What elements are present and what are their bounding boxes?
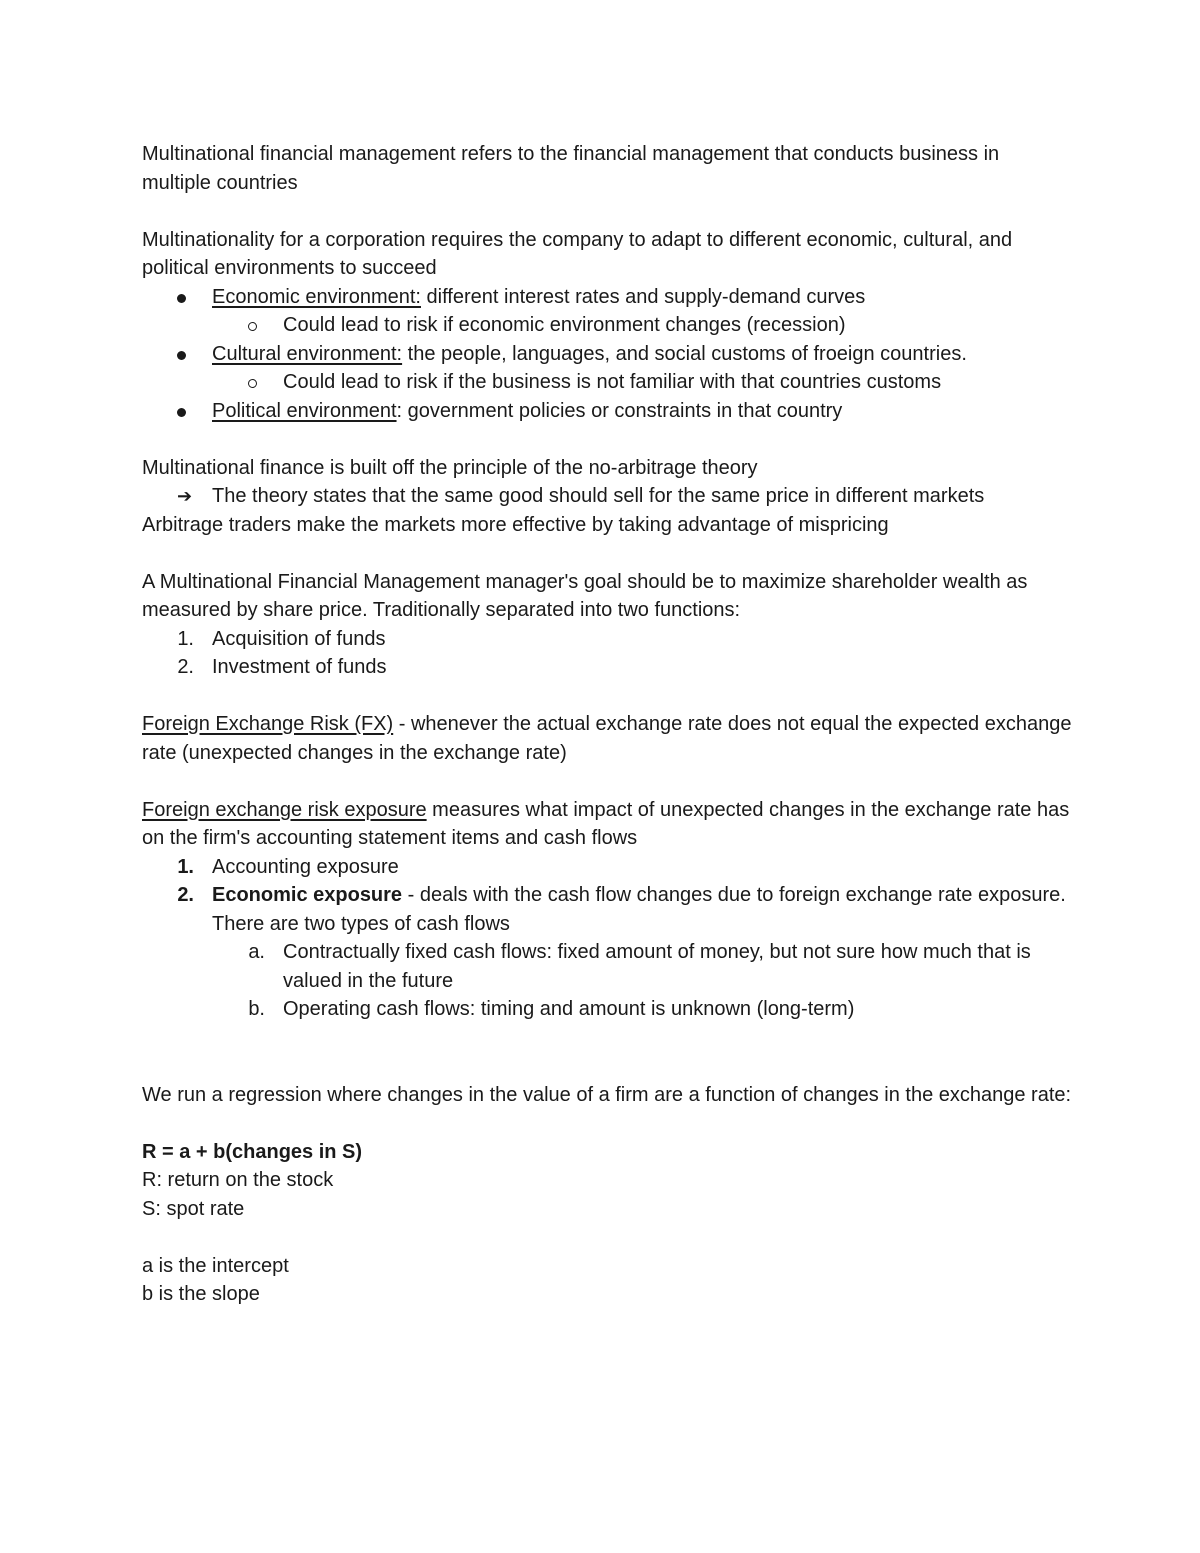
bullet-dot-icon bbox=[177, 294, 186, 303]
term-fx-exposure: Foreign exchange risk exposure bbox=[142, 798, 427, 821]
list-item-exposure-1: 1. Accounting exposure bbox=[177, 855, 399, 878]
definition-r: R: return on the stock bbox=[142, 1169, 334, 1191]
paragraph-goal: A Multinational Financial Management manager's goal should be to maximize shareholder wealth as measured by share price. Traditionally separated into two functions: bbox=[142, 570, 1028, 621]
list-item-function-1: 1. Acquisition of funds bbox=[177, 627, 386, 650]
arrow-right-icon: ➔ bbox=[177, 486, 193, 506]
list-item-function-2: 2. Investment of funds bbox=[177, 656, 387, 678]
definition-s: S: spot rate bbox=[142, 1197, 245, 1220]
bullet-circle-icon bbox=[248, 379, 257, 388]
term-political: Political environment bbox=[212, 399, 397, 422]
list-item-exposure-2: 2. Economic exposure - deals with the cash flow changes due to foreign exchange rate exposure. There are two types of cash flows bbox=[177, 884, 1066, 935]
formula: R = a + b(changes in S) bbox=[142, 1140, 363, 1163]
bullet-economic: Economic environment: different interest rates and supply-demand curves bbox=[142, 283, 1072, 312]
term-economic-exposure: Economic exposure bbox=[212, 884, 403, 906]
paragraph-fx-risk: Foreign Exchange Risk (FX) - whenever the actual exchange rate does not equal the expected exchange rate (unexpected changes in the exchange rate) bbox=[142, 713, 1072, 764]
paragraph-no-arbitrage: Multinational finance is built off the principle of the no-arbitrage theory bbox=[142, 456, 758, 479]
term-cultural: Cultural environment: bbox=[212, 342, 403, 365]
paragraph-regression: We run a regression where changes in the value of a firm are a function of changes in the exchange rate: bbox=[142, 1083, 1072, 1106]
paragraph-arbitrage-traders: Arbitrage traders make the markets more effective by taking advantage of mispricing bbox=[142, 513, 889, 536]
list-item-cashflow-b: b. Operating cash flows: timing and amount is unknown (long-term) bbox=[248, 998, 855, 1020]
list-item-cashflow-a: a. Contractually fixed cash flows: fixed amount of money, but not sure how much that is valued in the future bbox=[248, 941, 1031, 992]
sub-bullet-cultural: Could lead to risk if the business is not familiar with that countries customs bbox=[142, 368, 1072, 397]
paragraph-multinationality: Multinationality for a corporation requires the company to adapt to different economic, cultural, and political environments to succeed bbox=[142, 228, 1013, 279]
term-economic: Economic environment: bbox=[212, 285, 421, 308]
arrow-item: ➔ The theory states that the same good should sell for the same price in different markets bbox=[142, 482, 1072, 511]
definition-b: b is the slope bbox=[142, 1283, 260, 1305]
bullet-cultural: Cultural environment: the people, languages, and social customs of froeign countries. bbox=[142, 340, 1072, 369]
bullet-dot-icon bbox=[177, 351, 186, 360]
definition-a: a is the intercept bbox=[142, 1254, 289, 1277]
term-fx-risk: Foreign Exchange Risk (FX) bbox=[142, 713, 394, 735]
sub-bullet-economic: Could lead to risk if economic environment changes (recession) bbox=[142, 311, 1072, 340]
bullet-political: Political environment: government policies or constraints in that country bbox=[142, 397, 1072, 426]
document-page bbox=[142, 140, 1072, 1309]
bullet-circle-icon bbox=[248, 322, 257, 331]
paragraph-intro: Multinational financial management refers to the financial management that conducts business in multiple countries bbox=[142, 143, 1000, 194]
paragraph-fx-exposure: Foreign exchange risk exposure measures what impact of unexpected changes in the exchange rate has on the firm's accounting statement items and cash flows bbox=[142, 798, 1070, 849]
bullet-dot-icon bbox=[177, 408, 186, 417]
